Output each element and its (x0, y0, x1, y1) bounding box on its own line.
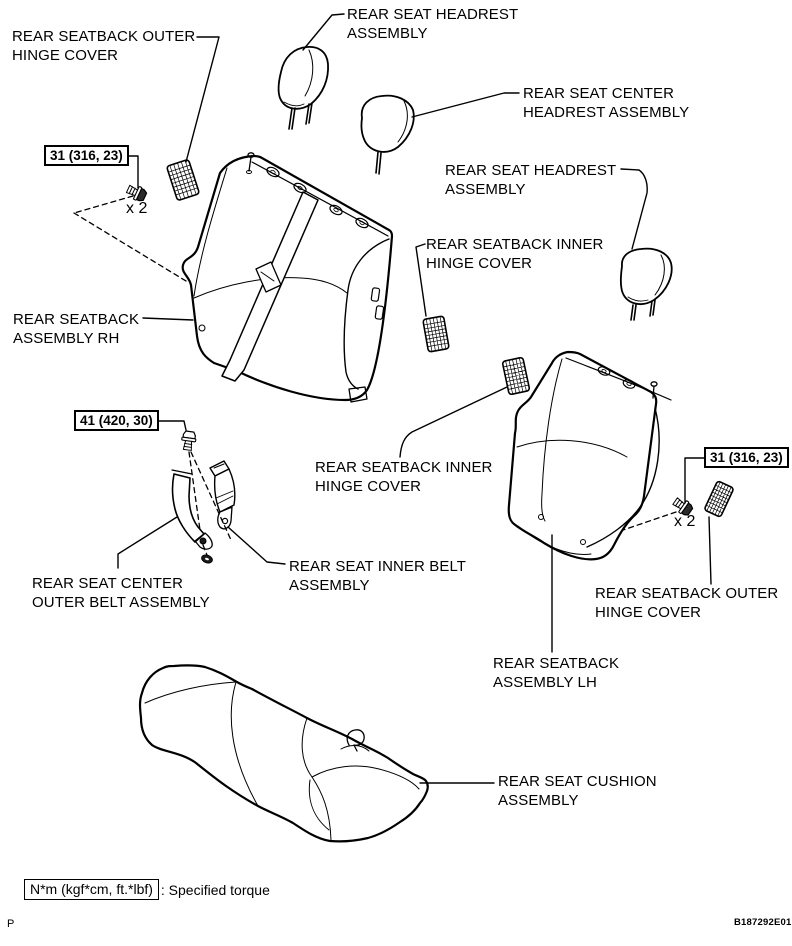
torque-qty-left: x 2 (126, 200, 148, 217)
callout-outer-hinge-cover-top-left: REAR SEATBACK OUTER HINGE COVER (12, 28, 196, 64)
figure-code: B187292E01 (734, 917, 792, 928)
rear-seatback-inner-hinge-cover-1-drawing (423, 316, 449, 352)
page-letter: P (7, 918, 15, 930)
callout-seatback-lh: REAR SEATBACK ASSEMBLY LH (493, 655, 620, 691)
rear-seatback-inner-hinge-cover-2-drawing (502, 357, 530, 395)
rear-seatback-outer-hinge-cover-right-drawing (704, 481, 734, 518)
rear-seat-inner-belt-assembly-drawing (210, 461, 235, 529)
callout-cushion: REAR SEAT CUSHION ASSEMBLY (498, 773, 657, 809)
rear-seatback-assembly-rh-drawing (183, 153, 392, 402)
torque-spec-box-center: 41 (420, 30) (74, 410, 159, 431)
rear-seat-center-headrest-assembly-drawing (361, 96, 413, 174)
torque-spec-box-left: 31 (316, 23) (44, 145, 129, 166)
torque-legend (24, 879, 270, 900)
callout-seatback-rh: REAR SEATBACK ASSEMBLY RH (13, 311, 140, 347)
rear-seat-cushion-assembly-drawing (140, 665, 428, 841)
torque-spec-box-right: 31 (316, 23) (704, 447, 789, 468)
callout-inner-belt: REAR SEAT INNER BELT ASSEMBLY (289, 558, 467, 594)
callout-center-headrest: REAR SEAT CENTER HEADREST ASSEMBLY (523, 85, 690, 121)
callout-inner-hinge-cover-2: REAR SEATBACK INNER HINGE COVER (315, 459, 493, 495)
rear-seatback-outer-hinge-cover-left-drawing (167, 159, 200, 200)
callout-inner-hinge-cover-1: REAR SEATBACK INNER HINGE COVER (426, 236, 604, 272)
callout-headrest-top: REAR SEAT HEADREST ASSEMBLY (347, 6, 519, 42)
torque-unit-box: N*m (kgf*cm, ft.*lbf) (24, 879, 159, 900)
callout-headrest-right: REAR SEAT HEADREST ASSEMBLY (445, 162, 617, 198)
rear-seat-center-outer-belt-assembly-drawing (172, 470, 213, 564)
callout-outer-hinge-cover-right: REAR SEATBACK OUTER HINGE COVER (595, 585, 779, 621)
callout-center-outer-belt: REAR SEAT CENTER OUTER BELT ASSEMBLY (32, 575, 210, 611)
torque-qty-right: x 2 (674, 513, 696, 530)
bolt-icon-center (180, 431, 196, 451)
rear-seat-headrest-assembly-right-drawing (621, 249, 672, 320)
rear-seatback-assembly-lh-drawing (509, 352, 671, 559)
torque-legend-text: : Specified torque (160, 881, 270, 898)
rear-seat-headrest-assembly-left-drawing (278, 47, 328, 129)
